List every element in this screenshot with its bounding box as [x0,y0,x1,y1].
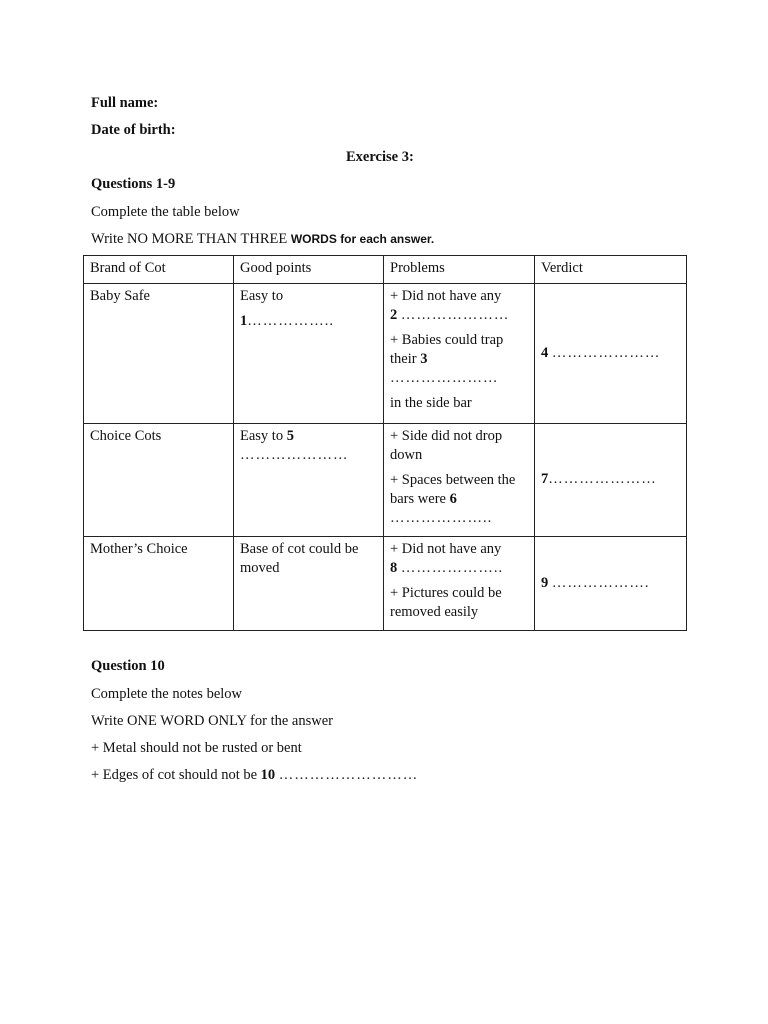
answer-blank-7: ………………… [548,471,657,487]
problem-text: + Side did not drop down [390,428,503,463]
problem-text: + Did not have any [390,541,502,557]
table-header-row [84,256,687,284]
good-points-cell [234,284,384,424]
answer-number-4: 4 [541,344,549,361]
note-2 [91,767,418,784]
exercise-title: Exercise 3: [346,149,414,165]
section1-instruction-2 [91,231,434,248]
answer-number-2: 2 [390,307,398,323]
answer-blank-10: ……………………… [278,767,419,783]
answer-blank-9: ………………. [551,574,650,591]
header-good-points: Good points [234,256,384,284]
answer-blank-1: …………….. [247,313,334,329]
section2-instruction-2: Write ONE WORD ONLY for the answer [91,713,333,729]
answer-number-7: 7 [541,471,549,487]
full-name-label: Full name: [91,95,159,111]
answer-number-1: 1 [240,313,248,329]
header-problems: Problems [384,256,535,284]
problems-cell [384,537,535,631]
verdict-cell [535,284,687,424]
note-1: + Metal should not be rusted or bent [91,740,302,756]
answer-blank-5: ………………… [240,447,349,463]
answer-blank-4: ………………… [551,344,661,361]
brand-cell: Mother’s Choice [84,537,234,631]
good-text: Easy to [240,288,284,304]
good-points-cell [234,424,384,537]
answer-number-3: 3 [420,351,428,367]
answer-number-9: 9 [541,574,549,591]
verdict-cell [535,537,687,631]
answer-blank-6: ……………….. [390,510,493,526]
answer-number-10: 10 [260,767,276,783]
section1-instruction-1: Complete the table below [91,204,240,220]
good-text: Easy to [240,428,284,444]
problems-cell [384,424,535,537]
brand-cell: Choice Cots [84,424,234,537]
header-brand: Brand of Cot [84,256,234,284]
section2-title: Question 10 [91,658,165,674]
problem-text: + Babies could trap their [390,332,504,367]
answer-number-6: 6 [449,491,457,507]
cot-comparison-table [83,255,687,631]
good-points-cell: Base of cot could be moved [234,537,384,631]
instruction-2-tail: WORDS for each answer. [290,232,435,246]
section2-instruction-1: Complete the notes below [91,686,243,702]
problems-cell [384,284,535,424]
table-row [84,537,687,631]
problem-text: + Pictures could be removed easily [390,585,502,620]
answer-blank-2: ………………… [400,307,510,323]
brand-cell: Baby Safe [84,284,234,424]
note-2-text: + Edges of cot should not be [91,767,258,783]
answer-blank-3: ………………… [390,370,499,386]
problem-tail: in the side bar [390,395,472,411]
problem-text: + Did not have any [390,288,502,304]
table-row [84,284,687,424]
header-verdict: Verdict [535,256,687,284]
answer-blank-8: ……………….. [400,560,504,576]
instruction-2-main: Write NO MORE THAN THREE [91,231,291,247]
table-row [84,424,687,537]
answer-number-5: 5 [286,428,294,444]
answer-number-8: 8 [390,560,398,576]
problem-text: + Spaces between the bars were [390,472,516,507]
section1-title: Questions 1-9 [91,176,176,192]
verdict-cell [535,424,687,537]
date-of-birth-label: Date of birth: [91,122,176,138]
